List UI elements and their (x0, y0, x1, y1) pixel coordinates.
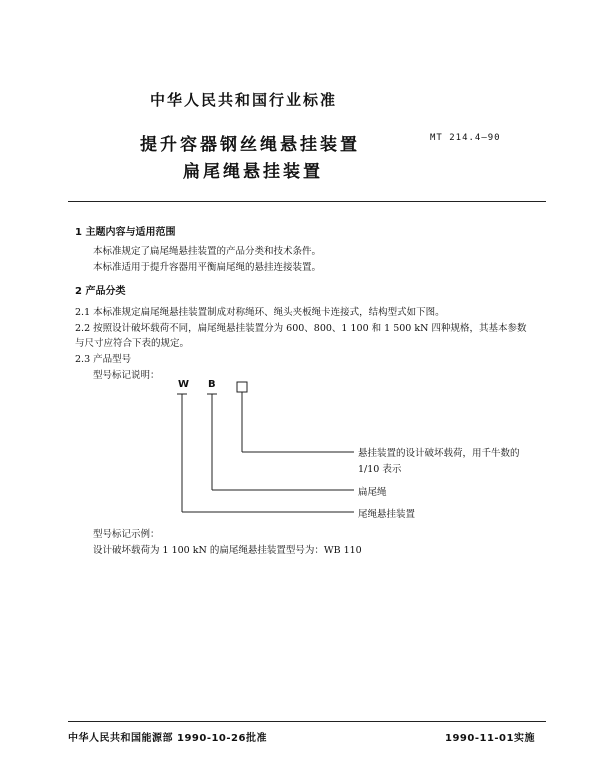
clause-2-2-line-1: 2.2 按照设计破坏载荷不同，扁尾绳悬挂装置分为 600、800、1 100 和 1 500 kN 四种规格，其基本参数 (75, 323, 527, 334)
model-example-text: 设计破坏载荷为 1 100 kN 的扁尾绳悬挂装置型号为：WB 110 (93, 545, 362, 556)
label-tail-rope-device: 尾绳悬挂装置 (358, 509, 416, 520)
clause-2-3-heading: 2.3 产品型号 (75, 354, 132, 365)
section-2-heading: 2 产品分类 (75, 286, 126, 297)
footer-rule (68, 721, 546, 722)
implementation-date: 1990-11-01实施 (445, 733, 535, 744)
label-design-load-line-1: 悬挂装置的设计破坏载荷，用千牛数的 (358, 448, 520, 459)
document-subtitle: 扁尾绳悬挂装置 (183, 162, 323, 182)
approval-line: 中华人民共和国能源部 1990-10-26批准 (68, 733, 267, 744)
diagram-letter-w: W (178, 379, 190, 390)
model-explanation-label: 型号标记说明： (93, 370, 160, 381)
model-example-label: 型号标记示例： (93, 529, 160, 540)
section-1-heading: 1 主题内容与适用范围 (75, 227, 176, 238)
clause-2-1: 2.1 本标准规定扁尾绳悬挂装置制成对称绳环、绳头夹板绳卡连接式，结构型式如下图。 (75, 307, 445, 318)
label-flat-tail-rope: 扁尾绳 (358, 487, 387, 498)
placeholder-box (237, 382, 247, 392)
standard-number: MT 214.4—90 (430, 133, 501, 143)
section-1-paragraph-2: 本标准适用于提升容器用平衡扁尾绳的悬挂连接装置。 (93, 262, 322, 273)
document-title: 提升容器钢丝绳悬挂装置 (140, 135, 360, 155)
clause-2-2-line-2: 与尺寸应符合下表的规定。 (75, 338, 190, 349)
diagram-letter-b: B (208, 379, 216, 390)
issuing-organization: 中华人民共和国行业标准 (150, 91, 338, 109)
section-1-paragraph-1: 本标准规定了扁尾绳悬挂装置的产品分类和技术条件。 (93, 246, 322, 257)
label-design-load-line-2: 1/10 表示 (358, 464, 402, 475)
